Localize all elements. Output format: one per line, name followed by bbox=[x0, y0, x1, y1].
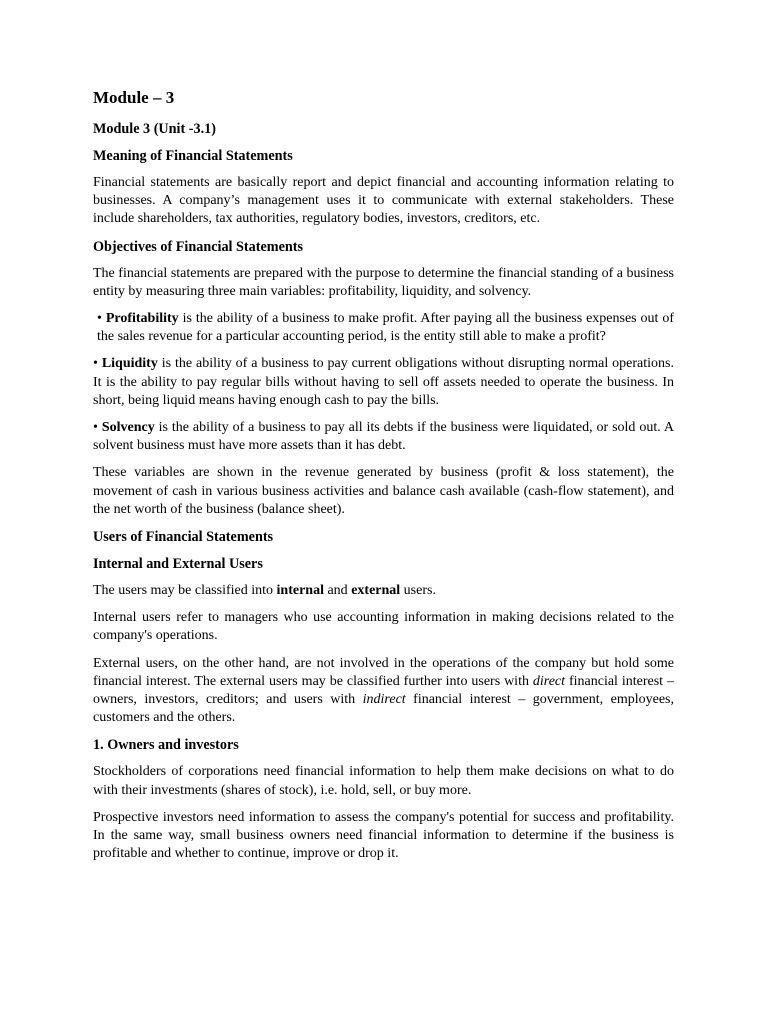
classified-mid: and bbox=[323, 583, 352, 599]
meaning-heading: Meaning of Financial Statements bbox=[93, 148, 293, 164]
objectives-heading: Objectives of Financial Statements bbox=[93, 238, 304, 255]
solvency-paragraph bbox=[93, 419, 674, 455]
profitability-text: is the ability of a business to make profit. After paying all the business expenses out of the sales revenue for a particular accounting period, is the entity still able to make a profit? bbox=[97, 311, 675, 345]
internal-users-paragraph: Internal users refer to managers who use accounting information in making decisions related to the company's operations. bbox=[93, 610, 674, 644]
profitability-paragraph bbox=[93, 310, 674, 346]
meaning-paragraph: Financial statements are basically report and depict financial and accounting information relating to businesses. A company’s management uses it to communicate with external stakeholders. These include shareholders, tax authorities, regulatory bodies, investors, creditors, etc. bbox=[93, 175, 674, 227]
classified-pre: The users may be classified into bbox=[93, 583, 277, 599]
direct-term: direct bbox=[532, 673, 566, 689]
bullet: • bbox=[93, 356, 98, 372]
internal-external-heading: Internal and External Users bbox=[93, 556, 263, 573]
solvency-term: Solvency bbox=[101, 420, 155, 436]
objectives-intro: The financial statements are prepared with the purpose to determine the financial standing of a business entity by measuring three main variables: profitability, liquidity, and solvency. bbox=[93, 265, 674, 299]
external-part2: financial interest – owners, investors, creditors; and users with bbox=[93, 673, 674, 708]
stockholders-paragraph: Stockholders of corporations need financial information to help them make decisions on what to do with their investments (shares of stock), i.e. hold, sell, or buy more. bbox=[93, 764, 674, 798]
external-part3: financial interest – government, employees, customers and the others. bbox=[93, 692, 675, 726]
users-heading: Users of Financial Statements bbox=[93, 529, 274, 546]
external-users-paragraph bbox=[93, 655, 674, 728]
users-classified-paragraph bbox=[93, 582, 674, 600]
external-term: external bbox=[351, 583, 401, 599]
classified-post: users. bbox=[400, 583, 436, 599]
liquidity-term: Liquidity bbox=[101, 356, 158, 372]
external-part1: External users, on the other hand, are not involved in the operations of the company but hold some financial interest. The external users may be classified further into users with bbox=[93, 655, 674, 689]
module-title: Module – 3 bbox=[93, 88, 175, 107]
owners-heading: 1. Owners and investors bbox=[93, 737, 239, 754]
bullet: • bbox=[93, 420, 98, 436]
prospective-investors-paragraph: Prospective investors need information to assess the company's potential for success and profitability. In the same way, small business owners need financial information to determine if the business is profitable and whether to continue, improve or drop it. bbox=[93, 809, 674, 862]
indirect-term: indirect bbox=[362, 692, 406, 708]
internal-term: internal bbox=[276, 583, 324, 599]
profitability-term: Profitability bbox=[105, 311, 179, 327]
variables-paragraph: These variables are shown in the revenue generated by business (profit & loss statement), the movement of cash in various business activities and balance cash available (cash-flow statement), and the net worth of the business (balance sheet). bbox=[93, 465, 674, 517]
liquidity-paragraph bbox=[93, 355, 674, 410]
unit-heading: Module 3 (Unit -3.1) bbox=[93, 121, 216, 137]
liquidity-text: is the ability of a business to pay current obligations without disrupting normal operations. It is the ability to pay regular bills without having to sell off assets needed to operate the business. In short, being liquid means having enough cash to pay the bills. bbox=[93, 356, 674, 408]
bullet: • bbox=[97, 311, 102, 327]
solvency-text: is the ability of a business to pay all its debts if the business were liquidated, or sold out. A solvent business must have more assets than it has debt. bbox=[93, 420, 674, 454]
